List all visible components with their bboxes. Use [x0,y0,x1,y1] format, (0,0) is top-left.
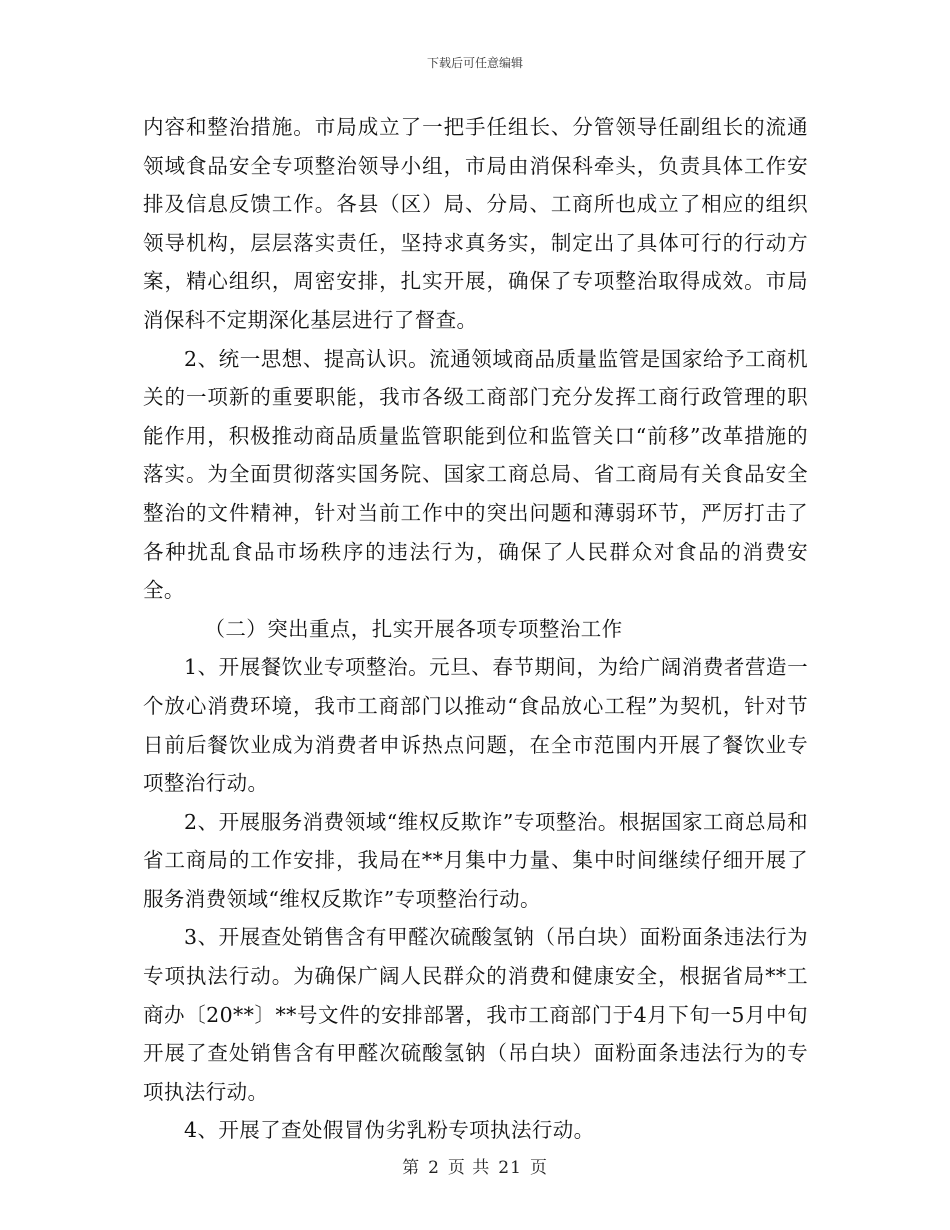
page-header: 下载后可任意编辑 [426,56,523,70]
footer-middle: 页 共 [447,1158,491,1178]
document-body [143,108,808,1150]
paragraph-continuation: 内容和整治措施。市局成立了一把手任组长、分管领导任副组长的流通领域食品安全专项整治领导小组，市局由消保科牵头，负责具体工作安排及信息反馈工作。各县（区）局、分局、工商所也成立了相应的组织领导机构，层层落实责任，坚持求真务实，制定出了具体可行的行动方案，精心组织，周密安排，扎实开展，确保了专项整治取得成效。市局消保科不定期深化基层进行了督查。 [143,115,808,332]
footer-prefix: 第 [402,1158,421,1178]
paragraph-catering: 1、开展餐饮业专项整治。元旦、春节期间，为给广阔消费者营造一个放心消费环境，我市工商部门以推动“食品放心工程”为契机，针对节日前后餐饮业成为消费者申诉热点问题，在全市范围内开展了餐饮业专项整治行动。 [143,655,808,796]
paragraph-unify-thinking: 2、统一思想、提高认识。流通领域商品质量监管是国家给予工商机关的一项新的重要职能，我市各级工商部门充分发挥工商行政管理的职能作用，积极推动商品质量监管职能到位和监管关口“前移”改革措施的落实。为全面贯彻落实国务院、国家工商总局、省工商局有关食品安全整治的文件精神，针对当前工作中的突出问题和薄弱环节，严厉打击了各种扰乱食品市场秩序的违法行为，确保了人民群众对食品的消费安全。 [143,346,808,603]
paragraph-flour-enforcement: 3、开展查处销售含有甲醛次硫酸氢钠（吊白块）面粉面条违法行为专项执法行动。为确保广阔人民群众的消费和健康安全，根据省局**工商办〔20**〕**号文件的安排部署，我市工商部门于4月下旬一5月中旬开展了查处销售含有甲醛次硫酸氢钠（吊白块）面粉面条违法行为的专项执法行动。 [143,925,808,1104]
paragraph-anti-fraud: 2、开展服务消费领域“维权反欺诈”专项整治。根据国家工商总局和省工商局的工作安排，我局在**月集中力量、集中时间继续仔细开展了服务消费领域“维权反欺诈”专项整治行动。 [143,809,808,911]
paragraph-milk-powder: 4、开展了查处假冒伪劣乳粉专项执法行动。 [184,1118,595,1143]
footer-suffix: 页 [529,1158,548,1178]
footer-total-pages: 21 [498,1158,522,1178]
page-footer [0,1153,950,1178]
footer-page-number: 2 [428,1158,440,1178]
section-heading-2: （二）突出重点，扎实开展各项专项整治工作 [204,616,623,641]
